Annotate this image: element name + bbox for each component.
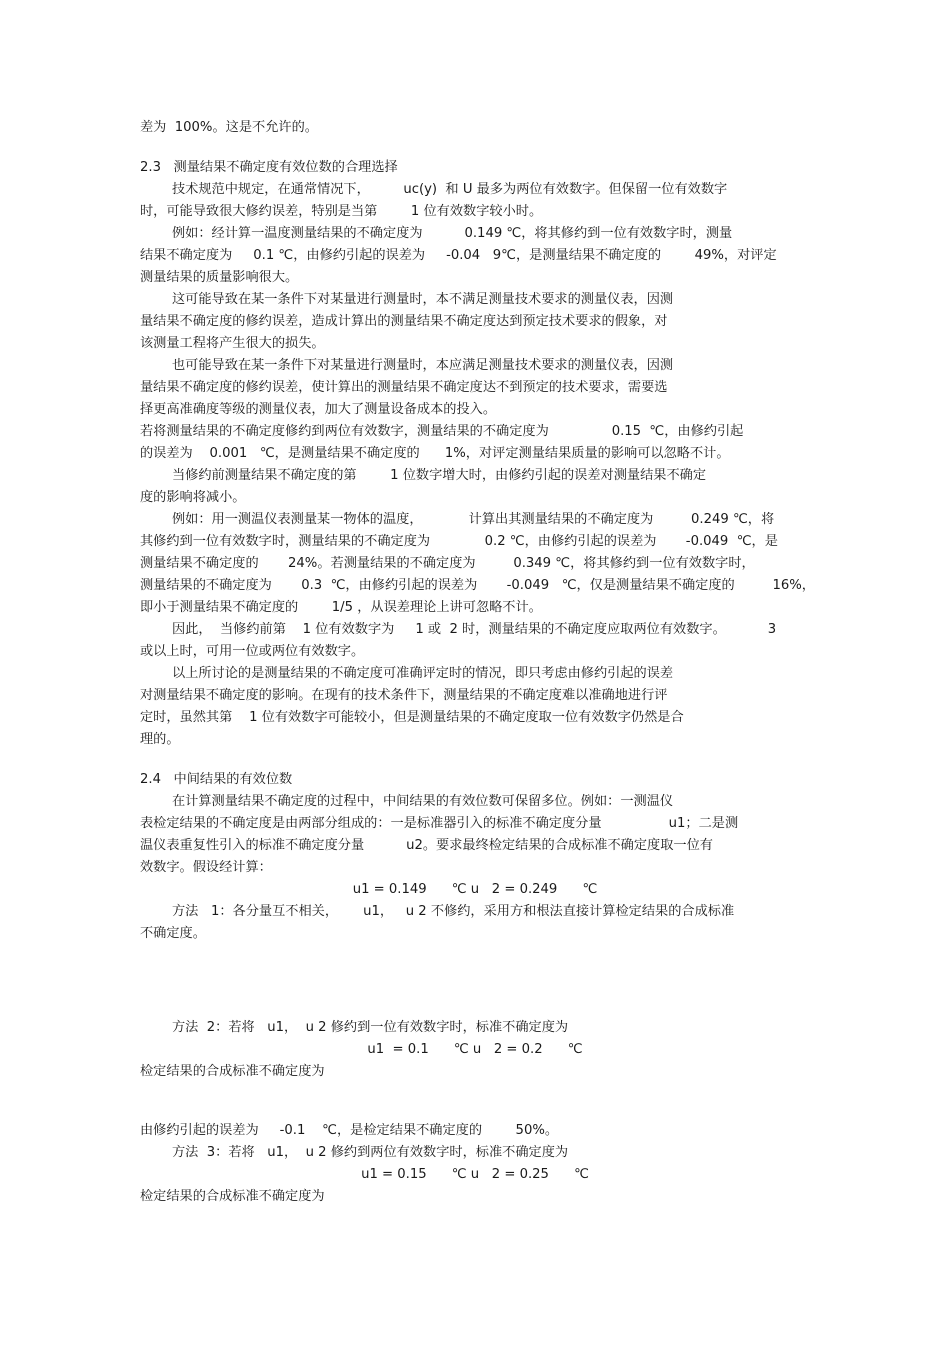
text-line: 理的。 [140, 732, 180, 747]
text-line: 若将测量结果的不确定度修约到两位有效数字，测量结果的不确定度为 0.15 ℃，由修约引起 [140, 424, 744, 439]
equation-line: u1 = 0.15 ℃ u 2 = 0.25 ℃ [361, 1167, 589, 1182]
text-line: 结果不确定度为 0.1 ℃，由修约引起的误差为 -0.04 9℃，是测量结果不确定度的 49%，对评定 [140, 248, 777, 263]
text-line: 例如：用一测温仪表测量某一物体的温度， 计算出其测量结果的不确定度为 0.249 ℃，将 [172, 512, 775, 527]
text-line: 效数字。假设经计算： [140, 860, 272, 875]
text-line: 测量结果的不确定度为 0.3 ℃，由修约引起的误差为 -0.049 ℃，仅是测量结果不确定度的 16%， [140, 578, 815, 593]
text-line: 方法 3：若将 u1， u 2 修约到两位有效数字时，标准不确定度为 [172, 1145, 569, 1160]
text-line: 温仪表重复性引入的标准不确定度分量 u2。要求最终检定结果的合成标准不确定度取一位有 [140, 838, 713, 853]
text-line: 也可能导致在某一条件下对某量进行测量时，本应满足测量技术要求的测量仪表，因测 [172, 358, 674, 373]
section-heading: 2.4 中间结果的有效位数 [140, 772, 293, 787]
text-line: 的误差为 0.001 ℃，是测量结果不确定度的 1%，对评定测量结果质量的影响可以忽略不计。 [140, 446, 730, 461]
text-line: 当修约前测量结果不确定度的第 1 位数字增大时，由修约引起的误差对测量结果不确定 [172, 468, 707, 483]
section-heading: 2.3 测量结果不确定度有效位数的合理选择 [140, 160, 398, 175]
text-line: 不确定度。 [140, 926, 206, 941]
text-line: 度的影响将减小。 [140, 490, 246, 505]
text-line: 例如：经计算一温度测量结果的不确定度为 0.149 ℃，将其修约到一位有效数字时，测量 [172, 226, 733, 241]
text-line: 量结果不确定度的修约误差，使计算出的测量结果不确定度达不到预定的技术要求，需要选 [140, 380, 668, 395]
text-line: 测量结果的质量影响很大。 [140, 270, 299, 285]
text-line: 量结果不确定度的修约误差，造成计算出的测量结果不确定度达到预定技术要求的假象，对 [140, 314, 668, 329]
text-line: 技术规范中规定，在通常情况下， uc(y) 和 U 最多为两位有效数字。但保留一位有效数字 [172, 182, 728, 197]
text-line: 以上所讨论的是测量结果的不确定度可准确评定时的情况，即只考虑由修约引起的误差 [172, 666, 674, 681]
text-line: 由修约引起的误差为 -0.1 ℃，是检定结果不确定度的 50%。 [140, 1123, 559, 1138]
text-line: 检定结果的合成标准不确定度为 [140, 1189, 325, 1204]
text-line: 时，可能导致很大修约误差，特别是当第 1 位有效数字较小时。 [140, 204, 543, 219]
text-line: 在计算测量结果不确定度的过程中，中间结果的有效位数可保留多位。例如：一测温仪 [172, 794, 674, 809]
text-line: 择更高准确度等级的测量仪表，加大了测量设备成本的投入。 [140, 402, 497, 417]
text-line: 检定结果的合成标准不确定度为 [140, 1064, 325, 1079]
equation-line: u1 = 0.1 ℃ u 2 = 0.2 ℃ [367, 1042, 583, 1057]
text-line: 方法 1：各分量互不相关， u1， u 2 不修约，采用方和根法直接计算检定结果的合成标准 [172, 904, 735, 919]
text-line: 表检定结果的不确定度是由两部分组成的：一是标准器引入的标准不确定度分量 u1；二是测 [140, 816, 739, 831]
text-line: 或以上时，可用一位或两位有效数字。 [140, 644, 365, 659]
text-line: 这可能导致在某一条件下对某量进行测量时，本不满足测量技术要求的测量仪表，因测 [172, 292, 674, 307]
text-line: 其修约到一位有效数字时，测量结果的不确定度为 0.2 ℃，由修约引起的误差为 -0.049 ℃，是 [140, 534, 778, 549]
text-line: 定时，虽然其第 1 位有效数字可能较小，但是测量结果的不确定度取一位有效数字仍然是合 [140, 710, 684, 725]
text-line: 方法 2：若将 u1， u 2 修约到一位有效数字时，标准不确定度为 [172, 1020, 569, 1035]
text-line: 即小于测量结果不确定度的 1/5 ，从误差理论上讲可忽略不计。 [140, 600, 542, 615]
text-line: 因此， 当修约前第 1 位有效数字为 1 或 2 时，测量结果的不确定度应取两位有效数字。 3 [172, 622, 777, 637]
text-line: 差为 100%。这是不允许的。 [140, 120, 318, 135]
text-line: 该测量工程将产生很大的损失。 [140, 336, 325, 351]
text-line: 测量结果不确定度的 24%。若测量结果的不确定度为 0.349 ℃，将其修约到一位有效数字时， [140, 556, 755, 571]
text-line: 对测量结果不确定度的影响。在现有的技术条件下，测量结果的不确定度难以准确地进行评 [140, 688, 668, 703]
equation-line: u1 = 0.149 ℃ u 2 = 0.249 ℃ [352, 882, 598, 897]
